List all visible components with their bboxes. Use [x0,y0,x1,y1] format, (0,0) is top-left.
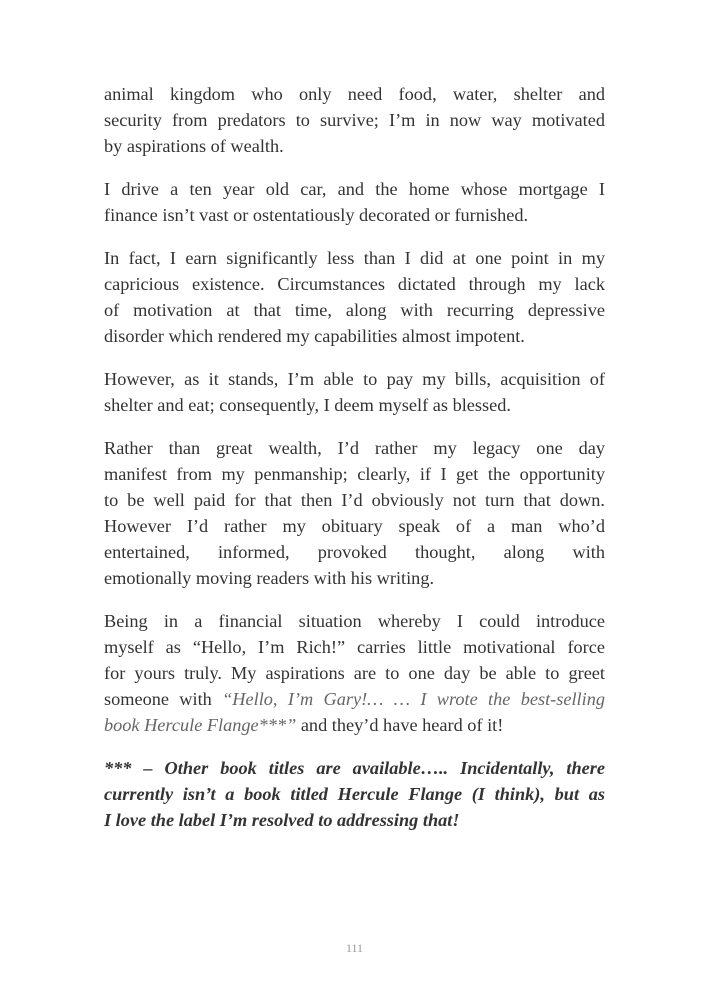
footnote-line: currently isn’t a book titled Hercule Flange (I think), but as [104,784,605,804]
text-line: However I’d rather my obituary speak of a man who’d [104,516,605,536]
page-body [104,81,605,833]
text-line: finance isn’t vast or ostentatiously decorated or furnished. [104,205,529,225]
text-line: disorder which rendered my capabilities almost impotent. [104,326,525,346]
text-line: In fact, I earn significantly less than I did at one point in my [104,248,605,268]
paragraph-5 [104,435,605,591]
text-line: by aspirations of wealth. [104,136,284,156]
text-line: emotionally moving readers with his writing. [104,568,435,588]
italic-quote: book Hercule Flange***” [104,715,297,735]
paragraph-4 [104,366,605,418]
text-line: I drive a ten year old car, and the home whose mortgage I [104,179,605,199]
page-number: 111 [345,941,364,955]
footnote-line: *** – Other book titles are available….. Incidentally, there [104,758,605,778]
text-line: security from predators to survive; I’m in now way motivated [104,110,605,130]
text-line: Being in a financial situation whereby I could introduce [104,611,605,631]
text-line: entertained, informed, provoked thought, along with [104,542,605,562]
text-line: myself as “Hello, I’m Rich!” carries little motivational force [104,637,605,657]
text-line: manifest from my penmanship; clearly, if I get the opportunity [104,464,605,484]
text-line: However, as it stands, I’m able to pay my bills, acquisition of [104,369,605,389]
text-line: Rather than great wealth, I’d rather my legacy one day [104,438,605,458]
paragraph-2 [104,176,605,228]
text-line [104,686,605,712]
text-line: shelter and eat; consequently, I deem myself as blessed. [104,395,511,415]
text-run: and they’d have heard of it! [296,715,504,735]
text-line: of motivation at that time, along with recurring depressive [104,300,605,320]
footnote [104,755,605,833]
footnote-line: I love the label I’m resolved to addressing that! [104,810,460,830]
paragraph-1 [104,81,605,159]
text-line: to be well paid for that then I’d obviously not turn that down. [104,490,605,510]
text-run: someone with [104,689,223,709]
italic-quote: “Hello, I’m Gary!… … I wrote the best-selling [222,689,605,709]
text-line [104,712,605,738]
paragraph-6 [104,608,605,738]
paragraph-3 [104,245,605,349]
text-line: animal kingdom who only need food, water, shelter and [104,84,605,104]
text-line: for yours truly. My aspirations are to one day be able to greet [104,663,605,683]
text-line: capricious existence. Circumstances dictated through my lack [104,274,605,294]
